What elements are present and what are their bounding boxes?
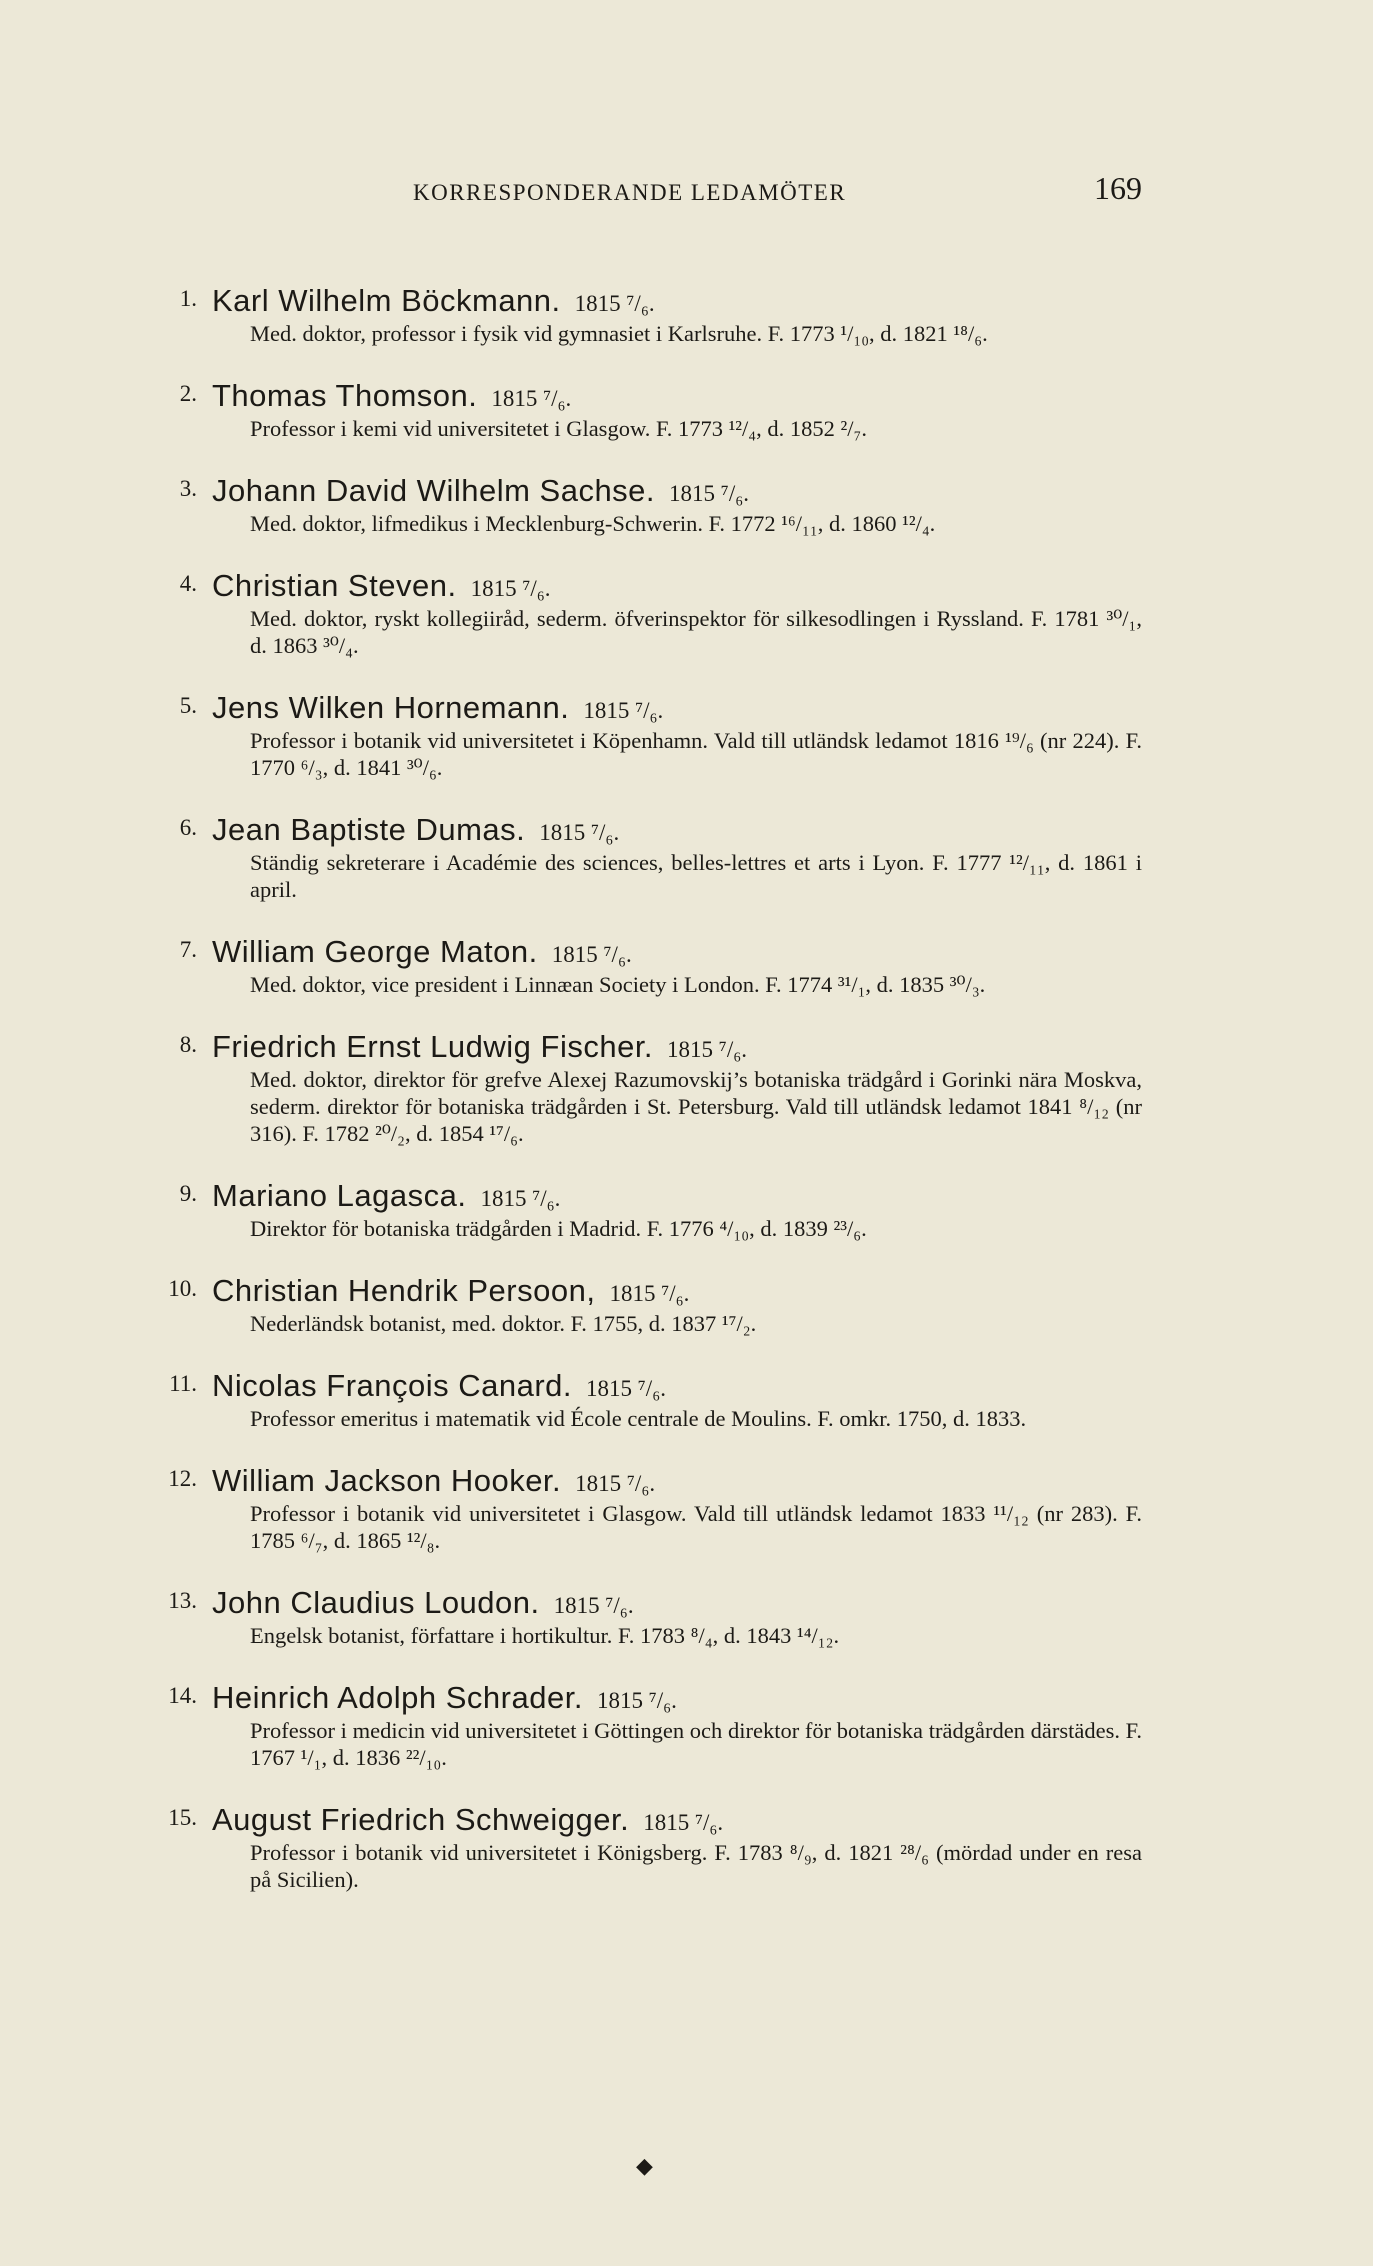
entry-heading bbox=[212, 1272, 1373, 1310]
entry-number: 3. bbox=[179, 476, 197, 501]
election-date: 1815 ⁷/₆. bbox=[575, 1471, 656, 1496]
election-date: 1815 ⁷/₆. bbox=[596, 1688, 677, 1713]
list-item bbox=[0, 567, 1373, 659]
member-description: Engelsk botanist, författare i hortikultur. F. 1783 ⁸/₄, d. 1843 ¹⁴/₁₂. bbox=[250, 1623, 840, 1648]
entry-heading bbox=[212, 1462, 1373, 1500]
entry-number: 1. bbox=[179, 286, 197, 311]
member-description: Professor emeritus i matematik vid École centrale de Moulins. F. omkr. 1750, d. 1833. bbox=[250, 1406, 1027, 1431]
list-item bbox=[0, 1028, 1373, 1147]
election-date: 1815 ⁷/₆. bbox=[539, 820, 620, 845]
list-item bbox=[0, 933, 1373, 998]
list-item bbox=[0, 1584, 1373, 1649]
entry-heading bbox=[212, 1584, 1373, 1622]
entry-number: 5. bbox=[179, 693, 197, 718]
member-description: Ständig sekreterare i Académie des sciences, belles-lettres et arts i Lyon. F. 1777 ¹²/₁₁, d. 1861 i april. bbox=[250, 850, 1142, 902]
page-number: 169 bbox=[1094, 170, 1142, 206]
entry-heading bbox=[212, 1679, 1373, 1717]
member-description: Professor i medicin vid universitetet i Göttingen och direktor för botaniska trädgården därstädes. F. 1767 ¹/₁, d. 1836 ²²/₁₀. bbox=[250, 1718, 1142, 1770]
member-name: Mariano Lagasca. bbox=[212, 1178, 467, 1213]
member-description: Med. doktor, lifmedikus i Mecklenburg-Schwerin. F. 1772 ¹⁶/₁₁, d. 1860 ¹²/₄. bbox=[250, 511, 936, 536]
election-date: 1815 ⁷/₆. bbox=[669, 481, 749, 506]
entry-heading bbox=[212, 1028, 1373, 1066]
list-item bbox=[0, 689, 1373, 781]
election-date: 1815 ⁷/₆. bbox=[491, 386, 572, 411]
entry-number: 6. bbox=[179, 815, 197, 840]
entry-number: 13. bbox=[168, 1588, 197, 1613]
member-name: Johann David Wilhelm Sachse. bbox=[212, 473, 656, 508]
footer-mark: ◆ bbox=[636, 2153, 653, 2178]
member-description: Professor i kemi vid universitetet i Glasgow. F. 1773 ¹²/₄, d. 1852 ²/₇. bbox=[250, 416, 867, 441]
entry-heading bbox=[212, 811, 1373, 849]
entry-heading bbox=[212, 282, 1373, 320]
member-description: Professor i botanik vid universitetet i Glasgow. Vald till utländsk ledamot 1833 ¹¹/₁₂ (nr 283). F. 1785 ⁶/₇, d. 1865 ¹²/₈. bbox=[250, 1501, 1142, 1553]
election-date: 1815 ⁷/₆. bbox=[470, 576, 551, 601]
member-description: Med. doktor, direktor för grefve Alexej Razumovskij’s botaniska trädgård i Gorinki nära Moskva, sederm. direktor för botaniska trädgården i St. Petersburg. Vald till utländsk ledamot 1841 ⁸/₁₂ (nr 316). F. 1782 ²⁰/₂, d. 1854 ¹⁷/₆. bbox=[250, 1067, 1142, 1146]
entry-heading bbox=[212, 933, 1373, 971]
entry-number: 9. bbox=[179, 1181, 197, 1206]
election-date: 1815 ⁷/₆. bbox=[583, 698, 664, 723]
entry-number: 4. bbox=[179, 571, 197, 596]
entry-heading bbox=[212, 567, 1373, 605]
member-description: Professor i botanik vid universitetet i Königsberg. F. 1783 ⁸/₉, d. 1821 ²⁸/₆ (mördad under en resa på Sicilien). bbox=[250, 1840, 1142, 1892]
member-name: Nicolas François Canard. bbox=[212, 1368, 573, 1403]
entry-number: 7. bbox=[179, 937, 197, 962]
election-date: 1815 ⁷/₆. bbox=[643, 1810, 724, 1835]
list-item bbox=[0, 1177, 1373, 1242]
member-description: Nederländsk botanist, med. doktor. F. 1755, d. 1837 ¹⁷/₂. bbox=[250, 1311, 757, 1336]
entry-heading bbox=[212, 1177, 1373, 1215]
member-name: Jean Baptiste Dumas. bbox=[212, 812, 526, 847]
election-date: 1815 ⁷/₆. bbox=[667, 1037, 747, 1062]
election-date: 1815 ⁷/₆. bbox=[574, 291, 655, 316]
list-item bbox=[0, 282, 1373, 347]
member-name: Karl Wilhelm Böckmann. bbox=[212, 283, 561, 318]
member-name: Christian Steven. bbox=[212, 568, 457, 603]
member-name: Heinrich Adolph Schrader. bbox=[212, 1680, 583, 1715]
entry-number: 15. bbox=[168, 1805, 197, 1830]
member-name: John Claudius Loudon. bbox=[212, 1585, 540, 1620]
election-date: 1815 ⁷/₆. bbox=[586, 1376, 666, 1401]
list-item bbox=[0, 1801, 1373, 1893]
entry-number: 14. bbox=[168, 1683, 197, 1708]
entry-heading bbox=[212, 1801, 1373, 1839]
list-item bbox=[0, 1272, 1373, 1337]
member-description: Professor i botanik vid universitetet i Köpenhamn. Vald till utländsk ledamot 1816 ¹⁹/₆ (nr 224). F. 1770 ⁶/₃, d. 1841 ³⁰/₆. bbox=[250, 728, 1142, 780]
member-name: William George Maton. bbox=[212, 934, 538, 969]
entry-number: 10. bbox=[168, 1276, 197, 1301]
member-name: William Jackson Hooker. bbox=[212, 1463, 562, 1498]
member-description: Med. doktor, professor i fysik vid gymnasiet i Karlsruhe. F. 1773 ¹/₁₀, d. 1821 ¹⁸/₆. bbox=[250, 321, 988, 346]
election-date: 1815 ⁷/₆. bbox=[609, 1281, 690, 1306]
member-name: Friedrich Ernst Ludwig Fischer. bbox=[212, 1029, 654, 1064]
member-description: Direktor för botaniska trädgården i Madrid. F. 1776 ⁴/₁₀, d. 1839 ²³/₆. bbox=[250, 1216, 867, 1241]
member-description: Med. doktor, ryskt kollegiiråd, sederm. öfverinspektor för silkesodlingen i Ryssland. F. 1781 ³⁰/₁, d. 1863 ³⁰/₄. bbox=[250, 606, 1142, 658]
list-item bbox=[0, 1367, 1373, 1432]
entry-number: 8. bbox=[179, 1032, 197, 1057]
entry-number: 12. bbox=[168, 1466, 197, 1491]
entry-number: 11. bbox=[169, 1371, 197, 1396]
election-date: 1815 ⁷/₆. bbox=[551, 942, 632, 967]
list-item bbox=[0, 1462, 1373, 1554]
member-description: Med. doktor, vice president i Linnæan Society i London. F. 1774 ³¹/₁, d. 1835 ³⁰/₃. bbox=[250, 972, 986, 997]
member-name: Christian Hendrik Persoon, bbox=[212, 1273, 596, 1308]
member-name: Thomas Thomson. bbox=[212, 378, 478, 413]
member-name: August Friedrich Schweigger. bbox=[212, 1802, 630, 1837]
entry-heading bbox=[212, 472, 1373, 510]
election-date: 1815 ⁷/₆. bbox=[553, 1593, 634, 1618]
election-date: 1815 ⁷/₆. bbox=[480, 1186, 561, 1211]
entry-heading bbox=[212, 1367, 1373, 1405]
list-item bbox=[0, 377, 1373, 442]
entry-number: 2. bbox=[179, 381, 197, 406]
entry-list bbox=[0, 282, 1373, 1923]
page-header bbox=[0, 170, 1373, 216]
running-title: KORRESPONDERANDE LEDAMÖTER bbox=[413, 180, 847, 205]
list-item bbox=[0, 472, 1373, 537]
entry-heading bbox=[212, 377, 1373, 415]
entry-heading bbox=[212, 689, 1373, 727]
list-item bbox=[0, 811, 1373, 903]
list-item bbox=[0, 1679, 1373, 1771]
member-name: Jens Wilken Hornemann. bbox=[212, 690, 570, 725]
